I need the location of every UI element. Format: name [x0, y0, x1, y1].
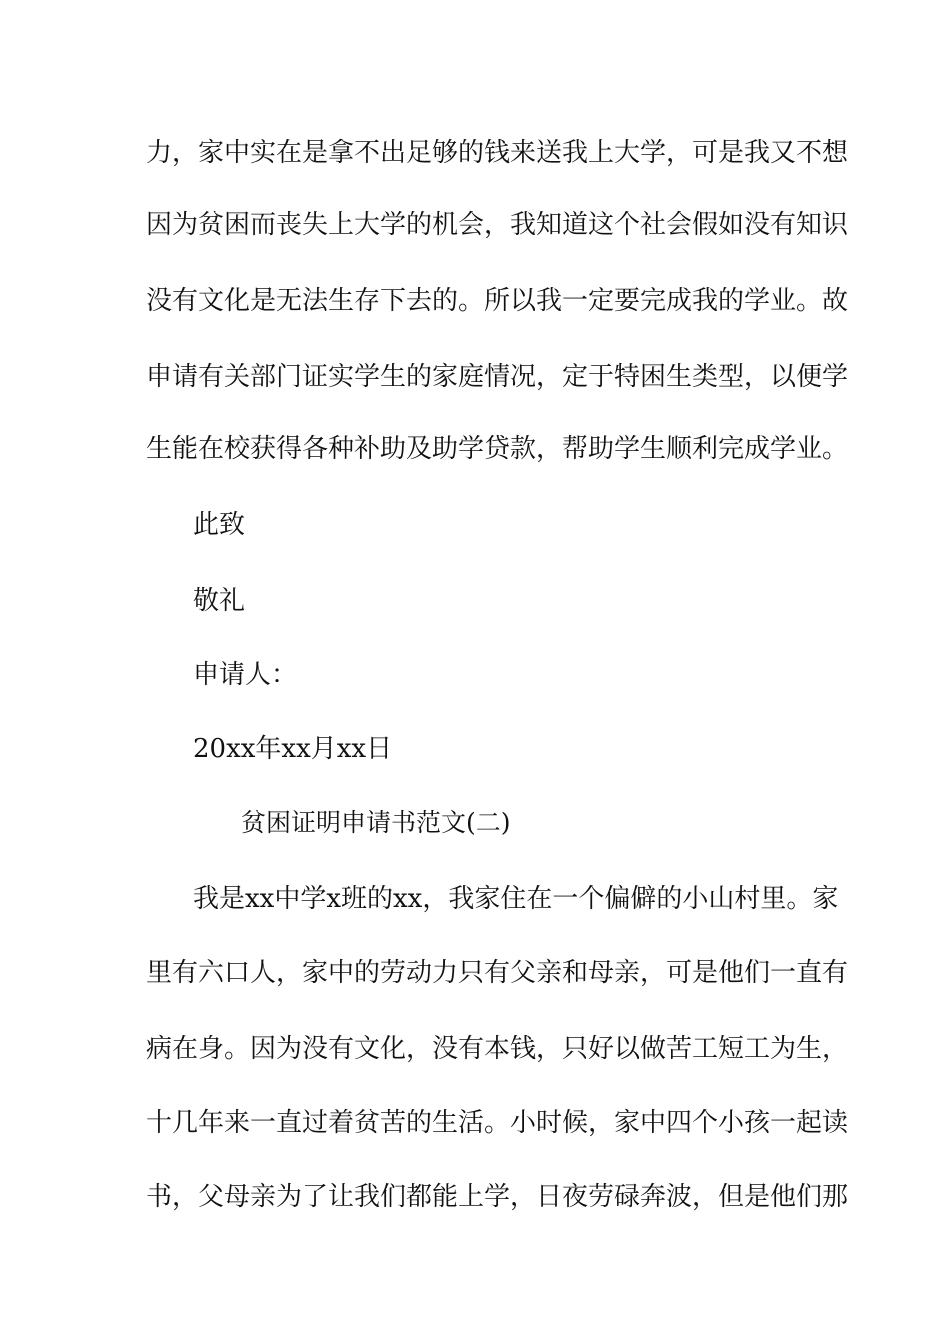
body-text-line: 力，家中实在是拿不出足够的钱来送我上大学，可是我又不想 [146, 138, 849, 168]
body-text-line: 生能在校获得各种补助及助学贷款，帮助学生顺利完成学业。 [146, 434, 849, 464]
body-text-line: 里有六口人，家中的劳动力只有父亲和母亲，可是他们一直有 [146, 958, 849, 988]
regards: 敬礼 [193, 586, 246, 616]
applicant-label: 申请人： [193, 660, 298, 690]
body-text-line: 病在身。因为没有文化，没有本钱，只好以做苦工短工为生， [146, 1034, 849, 1064]
body-text-line: 没有文化是无法生存下去的。所以我一定要完成我的学业。故 [146, 286, 849, 316]
body-text-line: 申请有关部门证实学生的家庭情况，定于特困生类型，以便学 [146, 362, 849, 392]
section-heading: 贫困证明申请书范文(二) [241, 808, 511, 837]
date: 20xx年xx月xx日 [193, 734, 393, 764]
body-text-line: 因为贫困而丧失上大学的机会，我知道这个社会假如没有知识 [146, 210, 849, 240]
salutation: 此致 [193, 510, 246, 540]
body-text-line: 十几年来一直过着贫苦的生活。小时候，家中四个小孩一起读 [146, 1108, 849, 1138]
body-text-line: 书，父母亲为了让我们都能上学，日夜劳碌奔波，但是他们那 [146, 1182, 849, 1212]
body-text-line: 我是xx中学x班的xx，我家住在一个偏僻的小山村里。家 [193, 884, 839, 914]
